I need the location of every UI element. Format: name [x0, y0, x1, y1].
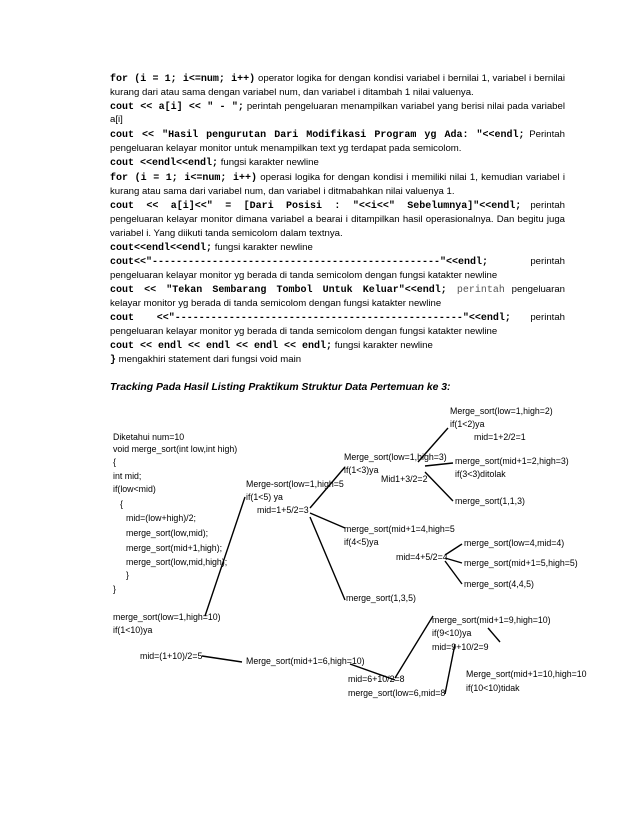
tree-node: merge_sort(mid+1=9,high=10)	[432, 615, 551, 625]
tree-node: merge_sort(low=1,high=10)	[113, 612, 221, 622]
edge-45-to-merge445	[445, 561, 462, 584]
tree-node: merge_sort(mid+1=5,high=5)	[464, 558, 578, 568]
section-heading: Tracking Pada Hasil Listing Praktikum Struktur Data Pertemuan ke 3:	[110, 382, 451, 393]
code-fragment: cout << "Tekan Sembarang Tombol Untuk Keluar"<<endl;	[110, 285, 447, 296]
given-num-label: Diketahui num=10	[113, 432, 185, 442]
tree-node: Merge_sort(low=1,high=3)	[344, 452, 447, 462]
tree-node: merge_sort(1,3,5)	[346, 593, 416, 603]
code-fragment: for (i = 1; i<=num; i++)	[110, 173, 258, 184]
tree-node: merge_sort(1,1,3)	[455, 496, 525, 506]
tree-node: if(3<3)ditolak	[455, 469, 506, 479]
tree-node: mid=1+5/2=3	[257, 505, 309, 515]
explanation-fragment: kurang dari atau sama dengan variabel num, dan variabel i ditambah 1 nilai valuenya.	[110, 87, 474, 98]
tree-node: mid=1+2/2=1	[474, 432, 526, 442]
tree-node: Merge_sort(mid+1=6,high=10)	[246, 656, 365, 666]
explanation-fragment: perintah	[521, 200, 566, 211]
tree-node: if(10<10)tidak	[466, 683, 520, 693]
explanation-fragment: a[i]	[110, 114, 123, 125]
edge-left-to-4-5	[310, 513, 345, 528]
explanation-fragment: mengakhiri statement dari fungsi void main	[116, 354, 302, 365]
code-fragment: cout << "Hasil pengurutan Dari Modifikasi Program yg Ada: "<<endl;	[110, 130, 525, 141]
code-fragment: cout<<"------------------------------------------------"<<endl;	[110, 257, 489, 268]
explanation-fragment: pengeluaran kelayar monitor yg berada di tanda semicolom dengan fungsi katakter newline	[110, 326, 498, 337]
edge-root-to-right	[202, 656, 242, 662]
tree-node: Merge-sort(low=1,high=5	[246, 479, 344, 489]
code-fragment: for (i = 1; i<=num; i++)	[110, 74, 256, 85]
explanation-fragment: fungsi karakter newline	[212, 242, 313, 253]
explanation-fragment: pengeluaran	[504, 284, 565, 295]
explanation-fragment: pengeluaran kelayar monitor untuk menampilkan text yg terdapat pada semicolom.	[110, 143, 462, 154]
tree-node: if(4<5)ya	[344, 537, 379, 547]
explanation-fragment: fungsi karakter newline	[332, 340, 433, 351]
explanation-fragment: variabel i. Yang diikuti tanda semicolom dalam textnya.	[110, 228, 343, 239]
tree-node: mid=(1+10)/2=5	[140, 651, 203, 661]
code-line: if(low<mid)	[113, 484, 156, 494]
tree-node: merge_sort(4,4,5)	[464, 579, 534, 589]
tree-node: merge_sort(low=6,mid=8	[348, 688, 446, 698]
edge-left-to-merge135	[310, 517, 345, 600]
code-fragment: cout <<"------------------------------------------------"<<endl;	[110, 313, 511, 324]
code-fragment: cout << endl << endl << endl << endl;	[110, 341, 333, 352]
explanation-fragment: Perintah	[524, 129, 565, 140]
code-fragment: }	[110, 355, 117, 366]
tree-node: mid=6+10/2=8	[348, 674, 405, 684]
explanation-fragment: perintah	[510, 312, 565, 323]
tree-node: if(1<5) ya	[246, 492, 283, 502]
code-fragment: cout << a[i] << " - ";	[110, 102, 244, 113]
tree-node: Merge_sort(mid+1=10,high=10	[466, 669, 587, 679]
code-line: mid=(low+high)/2;	[126, 513, 196, 523]
tree-node: if(1<10)ya	[113, 625, 153, 635]
tree-node: if(1<2)ya	[450, 419, 485, 429]
explanation-fragment: operator logika for dengan kondisi variabel i bernilai 1, variabel i bernilai	[255, 73, 565, 84]
edge-13-to-merge113	[425, 472, 453, 501]
code-line: void merge_sort(int low,int high)	[113, 444, 238, 454]
tree-node: mid=4+5/2=4	[396, 552, 448, 562]
tree-node: Merge_sort(low=1,high=2)	[450, 406, 553, 416]
code-line: int mid;	[113, 471, 142, 481]
edge-910-stub	[488, 628, 500, 642]
code-line: {	[120, 499, 123, 509]
code-fragment: cout<<endl<<endl;	[110, 243, 213, 254]
explanation-fragment: kurang atau sama dari variabel num, dan variabel i ditmabahkan nilai valuenya 1.	[110, 186, 455, 197]
code-line: {	[113, 457, 116, 467]
code-fragment: cout <<endl<<endl;	[110, 158, 219, 169]
explanation-fragment: pengeluaran kelayar monitor dimana variabel a bearai i ditampilkan hasil operasionalnya. Dan begitu juga	[110, 214, 565, 225]
code-line: }	[126, 570, 129, 580]
tree-node: merge_sort(mid+1=4,high=5	[344, 524, 455, 534]
tree-node: if(9<10)ya	[432, 628, 472, 638]
explanation-fragment: kelayar monitor yg berada di tanda semicolom dengan fungsi katakter newline	[110, 298, 442, 309]
tree-node: merge_sort(mid+1=2,high=3)	[455, 456, 569, 466]
edge-mid8-to-910	[395, 616, 433, 678]
explanation-fragment: operasi logika for dengan kondisi i memiliki nilai 1, kemudian variabel i	[257, 172, 565, 183]
tree-node: mid=9+10/2=9	[432, 642, 489, 652]
tree-node: if(1<3)ya	[344, 465, 379, 475]
code-fragment: cout << a[i]<<" = [Dari Posisi : "<<i<<" Sebelumnya]"<<endl;	[110, 201, 522, 212]
tree-node: merge_sort(low=4,mid=4)	[464, 538, 565, 548]
explanation-fragment: pengeluaran kelayar monitor yg berada di tanda semicolom dengan fungsi katakter newline	[110, 270, 498, 281]
explanation-fragment: perintah	[446, 285, 505, 296]
explanation-fragment: fungsi karakter newline	[218, 157, 319, 168]
code-line: merge_sort(low,mid,high);	[126, 557, 228, 567]
tree-node: Mid1+3/2=2	[381, 474, 428, 484]
explanation-fragment: perintah	[488, 256, 565, 267]
code-line: merge_sort(mid+1,high);	[126, 543, 223, 553]
code-line: merge_sort(low,mid);	[126, 528, 209, 538]
explanation-fragment: perintah pengeluaran menampilkan variabel yang berisi nilai pada variabel	[243, 101, 565, 112]
code-line: }	[113, 584, 116, 594]
